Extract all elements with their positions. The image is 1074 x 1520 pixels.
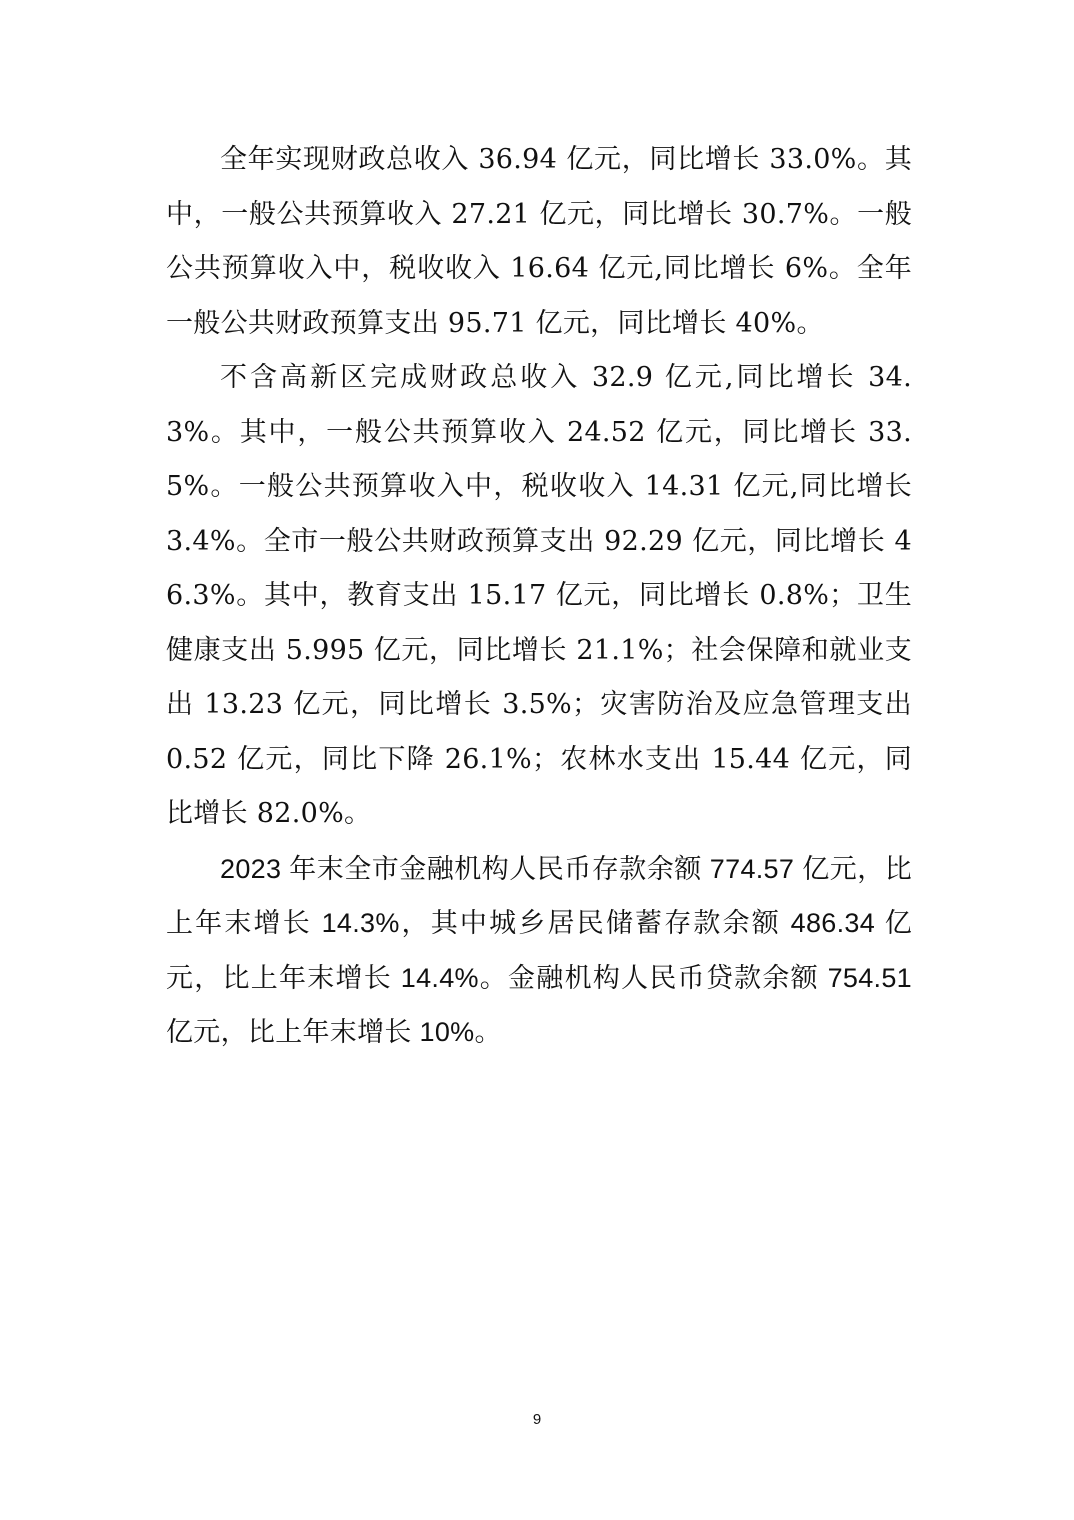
page-number: 9	[532, 1411, 542, 1428]
body-text	[166, 133, 912, 1060]
paragraph-fiscal-excluding-high-tech-zone: 不含高新区完成财政总收入 32.9 亿元,同比增长 34.3%。其中，一般公共预算收入 24.52 亿元，同比增长 33.5%。一般公共预算收入中，税收收入 14.31 亿元,同比增长 3.4%。全市一般公共财政预算支出 92.29 亿元，同比增长 46.3%。其中，教育支出 15.17 亿元，同比增长 0.8%；卫生健康支出 5.995 亿元，同比增长 21.1%；社会保障和就业支出 13.23 亿元，同比增长 3.5%；灾害防治及应急管理支出 0.52 亿元，同比下降 26.1%；农林水支出 15.44 亿元，同比增长 82.0%。	[166, 362, 912, 829]
paragraph-financial-deposits-loans: 2023 年末全市金融机构人民币存款余额 774.57 亿元，比上年末增长 14.3%，其中城乡居民储蓄存款余额 486.34 亿元，比上年末增长 14.4%。金融机构人民币贷款余额 754.51 亿元，比上年末增长 10%。	[166, 853, 912, 1047]
paragraph-fiscal-revenue: 全年实现财政总收入 36.94 亿元，同比增长 33.0%。其中，一般公共预算收入 27.21 亿元，同比增长 30.7%。一般公共预算收入中，税收收入 16.64 亿元,同比增长 6%。全年一般公共财政预算支出 95.71 亿元，同比增长 40%。	[166, 144, 912, 339]
